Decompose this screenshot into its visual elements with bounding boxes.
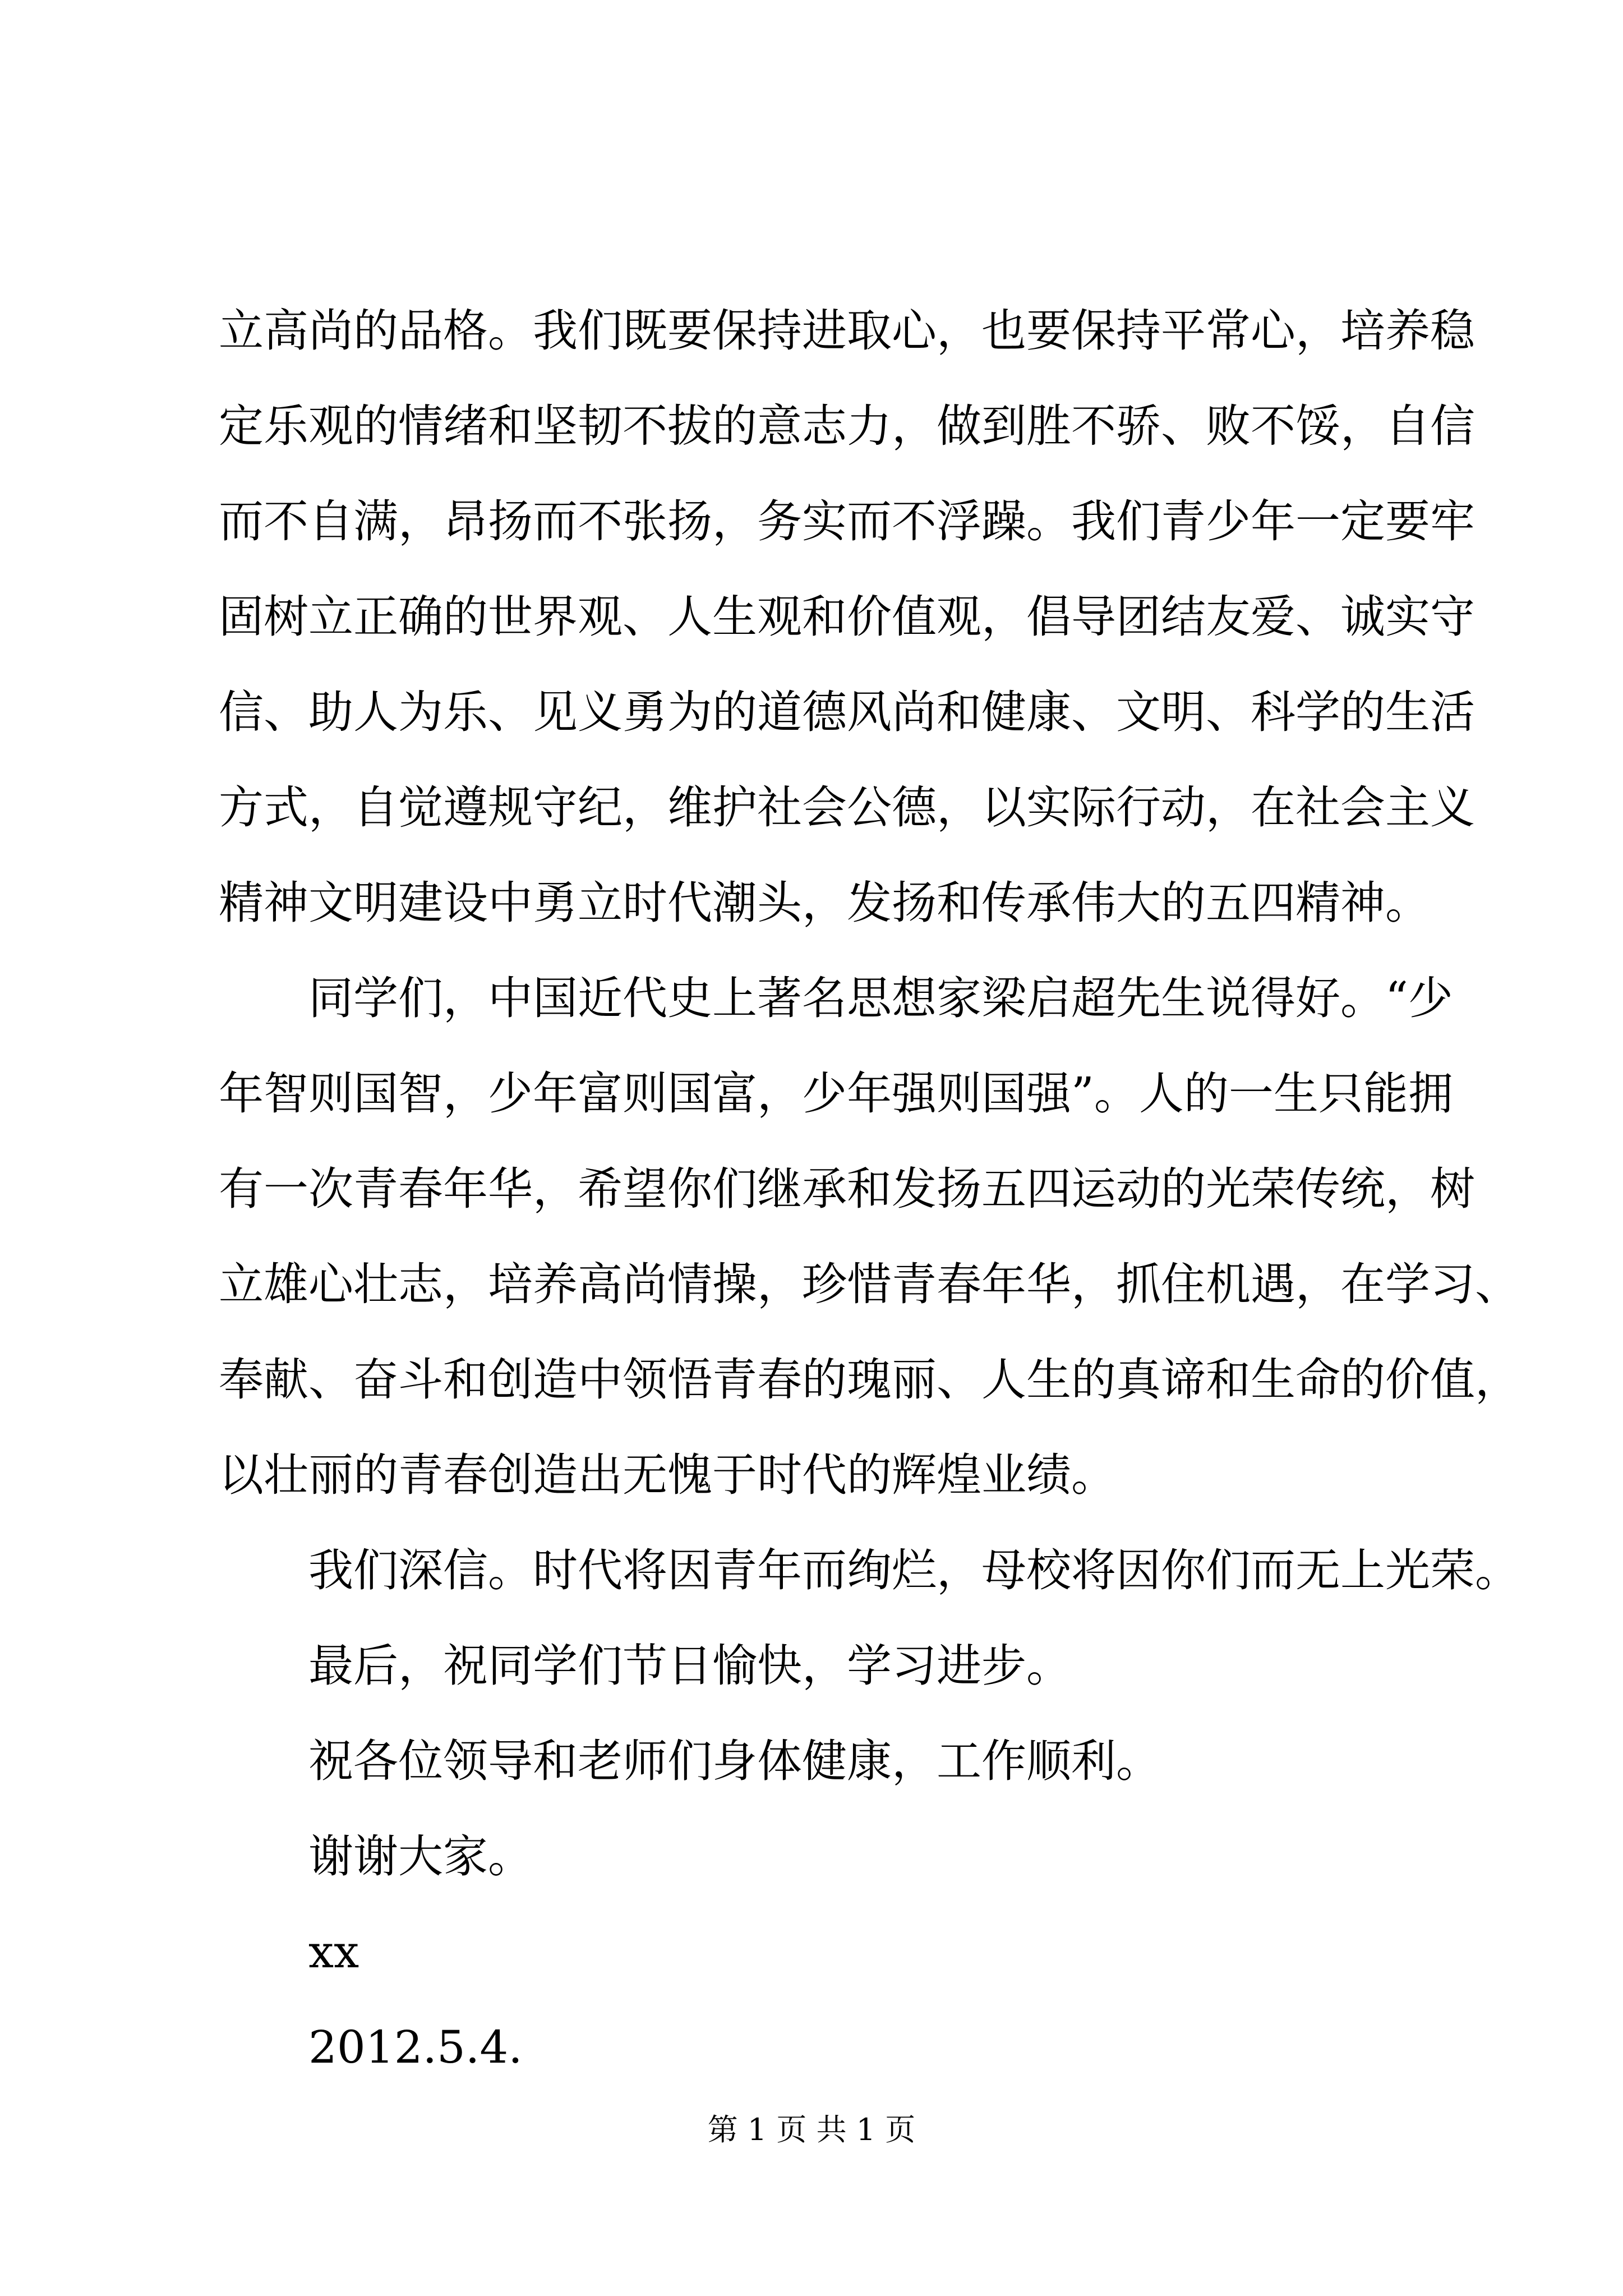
signature-name: xx [219,1926,359,1978]
text-line: 奉献、奋斗和创造中领悟青春的瑰丽、人生的真谛和生命的价值， [219,1354,1520,1406]
text-line: 精神文明建设中勇立时代潮头，发扬和传承伟大的五四精神。 [219,877,1430,929]
text-line: 方式，自觉遵规守纪，维护社会公德，以实际行动，在社会主义 [219,781,1475,834]
text-line: 最后，祝同学们节日愉快，学习进步。 [219,1640,1071,1692]
text-line: 立雄心壮志，培养高尚情操，珍惜青春年华，抓住机遇，在学习、 [219,1258,1520,1310]
text-line: 我们深信。时代将因青年而绚烂，母校将因你们而无上光荣。 [219,1544,1520,1596]
text-line: 同学们，中国近代史上著名思想家梁启超先生说得好。“少 [219,972,1453,1024]
text-line: 立高尚的品格。我们既要保持进取心，也要保持平常心，培养稳 [219,305,1475,357]
text-line: 谢谢大家。 [219,1830,533,1883]
text-line: 定乐观的情绪和坚韧不拔的意志力，做到胜不骄、败不馁，自信 [219,400,1475,452]
text-line: 信、助人为乐、见义勇为的道德风尚和健康、文明、科学的生活 [219,686,1475,738]
text-line: 有一次青春年华，希望你们继承和发扬五四运动的光荣传统，树 [219,1163,1475,1215]
text-line: 以壮丽的青春创造出无愧于时代的辉煌业绩。 [219,1449,1116,1501]
text-line: 祝各位领导和老师们身体健康，工作顺利。 [219,1735,1161,1787]
text-line: 而不自满，昂扬而不张扬，务实而不浮躁。我们青少年一定要牢 [219,495,1475,547]
text-line: 年智则国智，少年富则国富，少年强则国强”。人的一生只能拥 [219,1068,1453,1120]
page-footer: 第 1 页 共 1 页 [707,2112,916,2147]
signature-date: 2012.5.4. [219,2021,523,2073]
text-line: 固树立正确的世界观、人生观和价值观，倡导团结友爱、诚实守 [219,591,1475,643]
